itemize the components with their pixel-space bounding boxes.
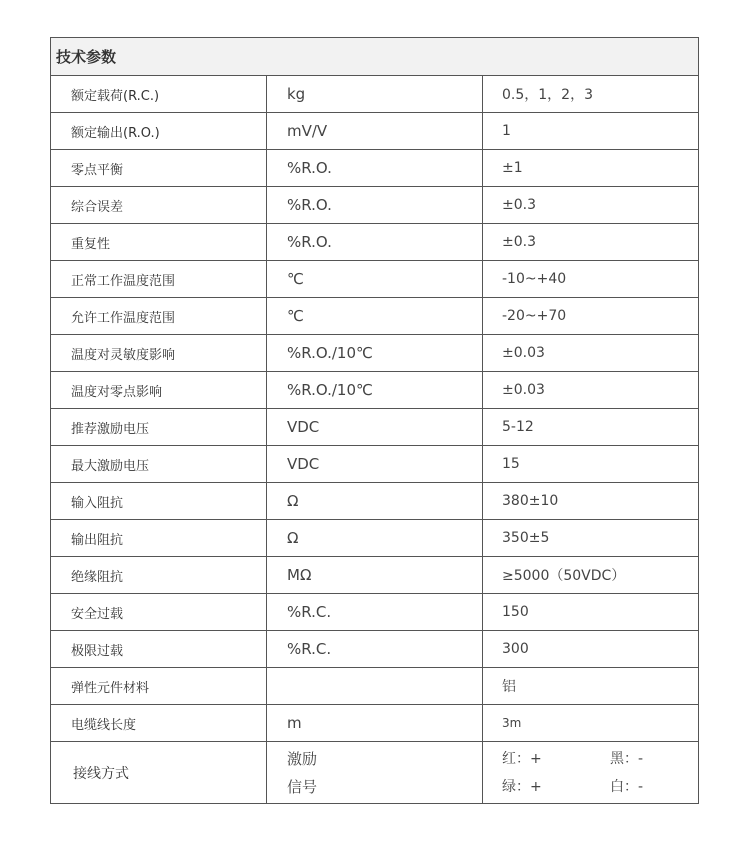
spec-table: [50, 37, 699, 804]
param-name: 弹性元件材料: [51, 668, 267, 705]
table-row: [51, 298, 699, 335]
table-row: [51, 261, 699, 298]
wiring-values: [483, 742, 699, 804]
param-unit: %R.O.: [267, 187, 483, 224]
param-name: 允许工作温度范围: [51, 298, 267, 335]
param-unit: kg: [267, 76, 483, 113]
excitation-label: 激励: [287, 749, 318, 768]
param-unit: %R.C.: [267, 631, 483, 668]
param-name: 重复性: [51, 224, 267, 261]
param-name: 极限过载: [51, 631, 267, 668]
param-name: 输出阻抗: [51, 520, 267, 557]
param-value: ≥5000（50VDC）: [483, 557, 699, 594]
param-unit: m: [267, 705, 483, 742]
param-value: 15: [483, 446, 699, 483]
excitation-negative: 黑：-: [610, 750, 644, 767]
param-value: 0.5，1，2，3: [483, 76, 699, 113]
excitation-positive: 红：+: [502, 750, 542, 767]
param-value: -20~+70: [483, 298, 699, 335]
table-row: [51, 594, 699, 631]
table-row: [51, 705, 699, 742]
param-value: 3m: [483, 705, 699, 742]
table-row: [51, 520, 699, 557]
param-value: ±1: [483, 150, 699, 187]
param-unit: %R.O.: [267, 150, 483, 187]
table-row: [51, 668, 699, 705]
signal-positive: 绿：+: [502, 778, 542, 795]
param-value: 5-12: [483, 409, 699, 446]
param-name: 额定输出(R.O.): [51, 113, 267, 150]
param-value: -10~+40: [483, 261, 699, 298]
table-row: [51, 483, 699, 520]
param-value: ±0.03: [483, 335, 699, 372]
param-value: 铝: [483, 668, 699, 705]
param-value: ±0.03: [483, 372, 699, 409]
param-name: 输入阻抗: [51, 483, 267, 520]
param-name: 正常工作温度范围: [51, 261, 267, 298]
signal-label: 信号: [287, 777, 318, 796]
param-unit: Ω: [267, 483, 483, 520]
param-unit: mV/V: [267, 113, 483, 150]
param-value: 150: [483, 594, 699, 631]
param-value: 1: [483, 113, 699, 150]
excitation-values: [502, 745, 698, 773]
param-name: 最大激励电压: [51, 446, 267, 483]
signal-negative: 白：-: [610, 778, 644, 795]
param-name: 推荐激励电压: [51, 409, 267, 446]
wiring-labels: [267, 742, 483, 804]
table-title: 技术参数: [51, 38, 699, 76]
table-row: [51, 409, 699, 446]
param-name: 温度对零点影响: [51, 372, 267, 409]
table-row: [51, 372, 699, 409]
param-value: 300: [483, 631, 699, 668]
param-name: 温度对灵敏度影响: [51, 335, 267, 372]
param-unit: %R.O./10℃: [267, 335, 483, 372]
table-row: [51, 76, 699, 113]
table-row: [51, 224, 699, 261]
param-name: 综合误差: [51, 187, 267, 224]
param-unit: VDC: [267, 409, 483, 446]
signal-values: [502, 773, 698, 801]
param-name: 安全过载: [51, 594, 267, 631]
param-name: 绝缘阻抗: [51, 557, 267, 594]
param-unit: ℃: [267, 298, 483, 335]
table-row: [51, 557, 699, 594]
param-unit: MΩ: [267, 557, 483, 594]
param-value: ±0.3: [483, 187, 699, 224]
param-name: 零点平衡: [51, 150, 267, 187]
param-unit: %R.O./10℃: [267, 372, 483, 409]
wiring-row: [51, 742, 699, 804]
param-value: ±0.3: [483, 224, 699, 261]
param-unit: [267, 668, 483, 705]
table-row: [51, 446, 699, 483]
table-title-row: [51, 38, 699, 76]
param-name: 电缆线长度: [51, 705, 267, 742]
wiring-name: 接线方式: [51, 742, 267, 804]
param-unit: %R.O.: [267, 224, 483, 261]
table-row: [51, 631, 699, 668]
table-row: [51, 335, 699, 372]
param-value: 350±5: [483, 520, 699, 557]
param-unit: VDC: [267, 446, 483, 483]
param-name: 额定载荷(R.C.): [51, 76, 267, 113]
table-row: [51, 113, 699, 150]
param-unit: ℃: [267, 261, 483, 298]
param-value: 380±10: [483, 483, 699, 520]
table-row: [51, 187, 699, 224]
param-unit: %R.C.: [267, 594, 483, 631]
param-unit: Ω: [267, 520, 483, 557]
table-row: [51, 150, 699, 187]
